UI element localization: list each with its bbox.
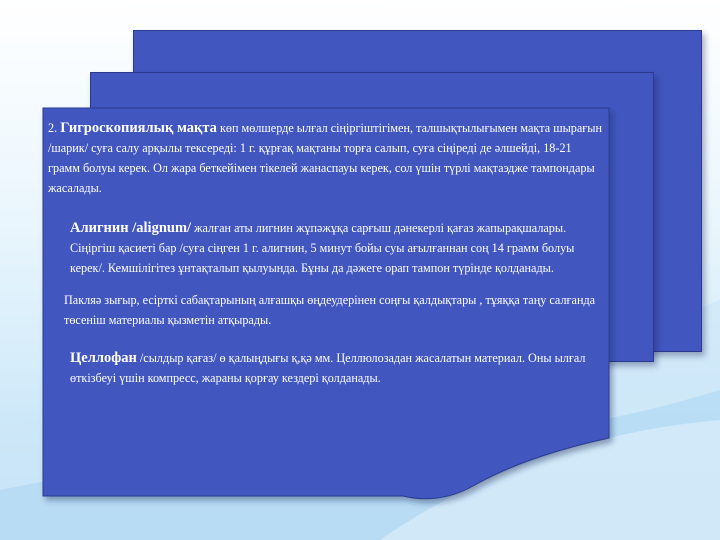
text-content [48,118,604,388]
term-alignin: Алигнин /alignum/ [70,220,192,236]
paragraph-alignin-text: жалған аты лигнин жұпәжұқа сарғыш дәнекерлі қағаз жапырақшалары. Сіңіргіш қасиеті бар /суға сіңген 1 г. алигнин, 5 минут бойы суы ағылғаннан соң 14 грамм болуы керек/. Кемшілігітез ұнтақталып қылуында. Бұны да дәжеге орап тампон түрінде қолданады. [70,221,575,275]
paragraph-pakle [48,290,604,330]
term-cellophane: Целлофан [70,350,137,366]
paragraph-hygroscopic [48,118,604,198]
term-hygroscopic-cotton: Гигроскопиялық мақта [60,120,217,136]
paragraph-alignin [48,218,604,278]
paragraph-hygroscopic-text: көп мөлшерде ылғал сіңіргіштігімен, талшықтылығымен мақта шырағын /шарик/ суға салу арқылы тексереді: 1 г. құрғақ мақтаны торға салып, суға сіңіреді де әлшейді, 18-21 грамм болуы керек. Ол жара беткейімен тікелей жанаспауы керек, сол үшін түрлі мақтаэдже тампондары жасалады. [48,121,603,195]
paragraph-cellophane [48,348,604,388]
paragraph-cellophane-text: /сылдыр қағаз/ ө қалыңдығы қ,қә мм. Целлюлозадан жасалатын материал. Оны ылғал өткізбеуі үшін компресс, жараны қорғау кездері қолданады. [70,351,586,385]
paragraph-pakle-text: Пакляә зығыр, есірткі сабақтарының алғашқы өңдеудерінен соңғы қалдықтары , тұяққа таңу салғанда төсеніш материалы қызметін атқырады. [64,293,596,327]
paragraph-number: 2. [48,121,58,135]
